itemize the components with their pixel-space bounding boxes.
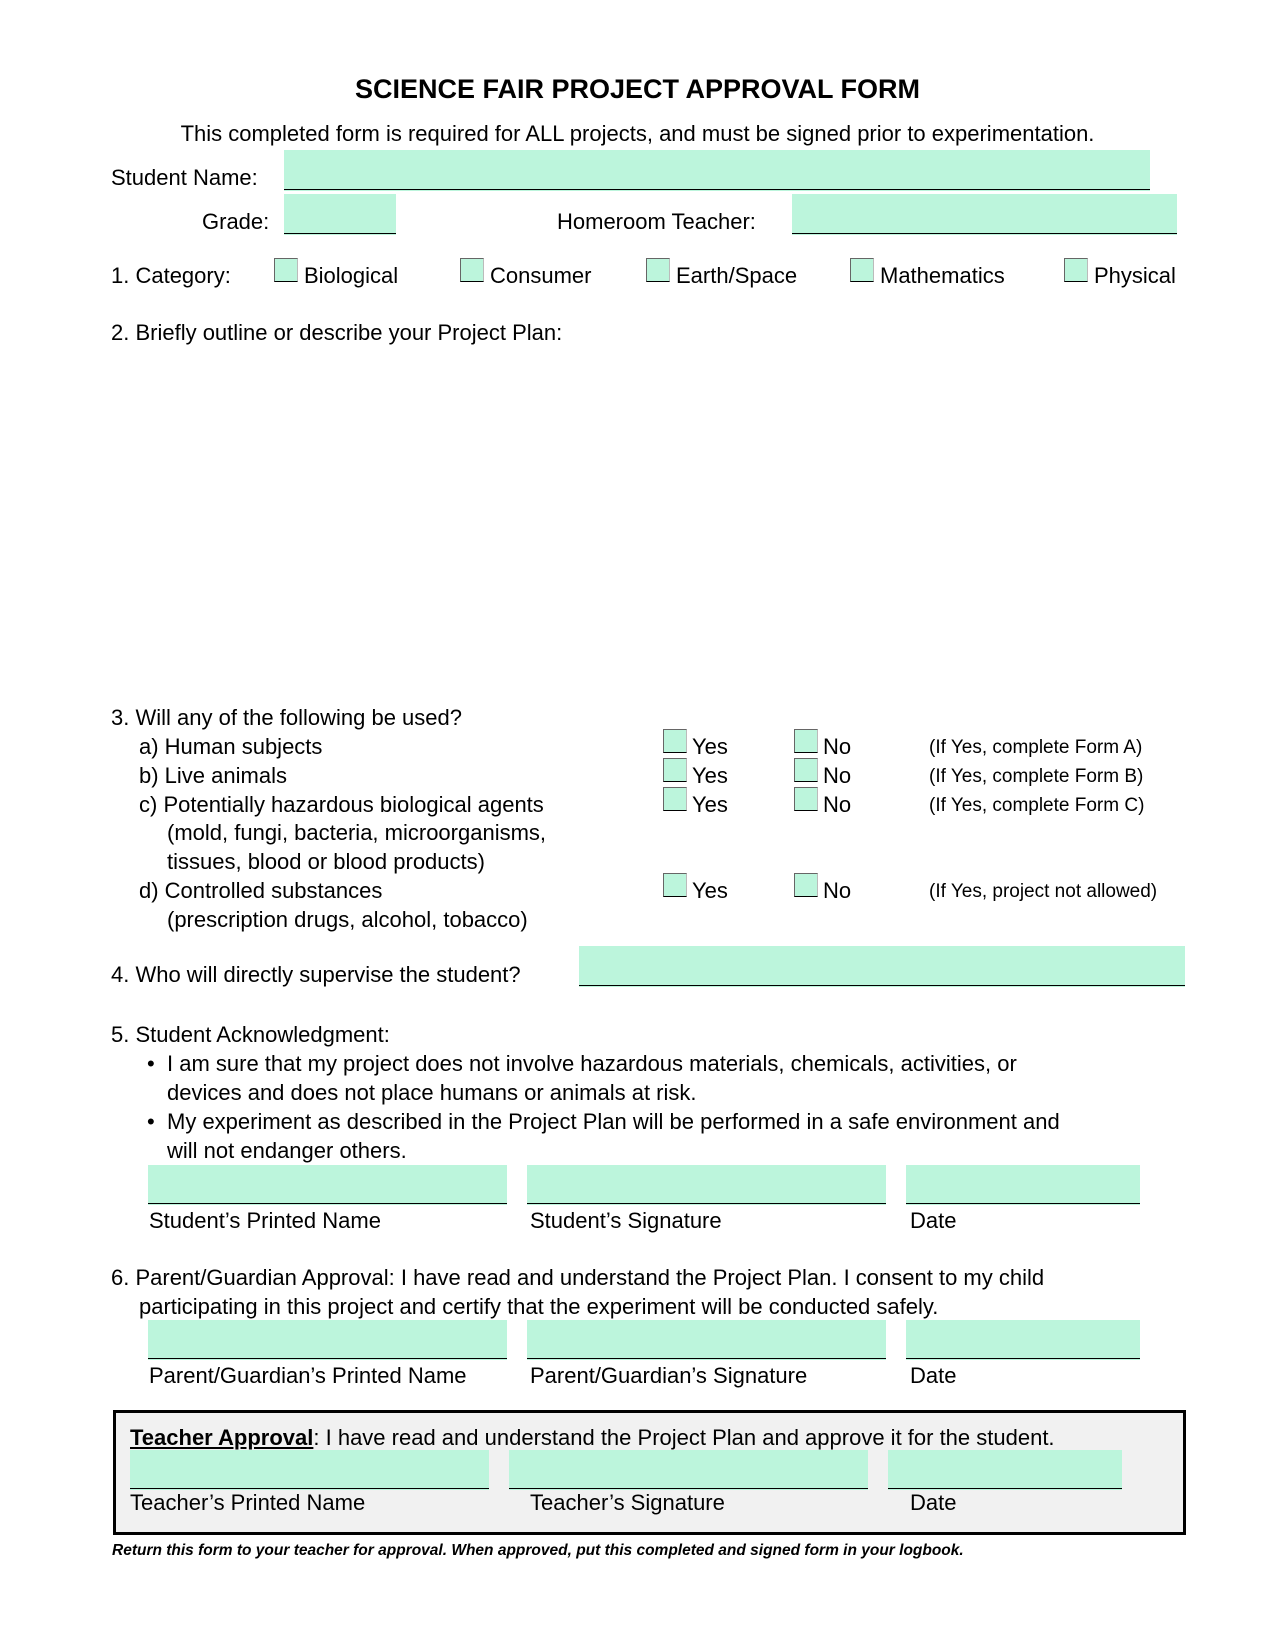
parent-date-underline <box>906 1358 1140 1359</box>
q3d-label: d) Controlled substances <box>139 878 383 903</box>
q5-bullet-text: I am sure that my project does not involve hazardous materials, chemicals, activities, or <box>167 1051 1017 1076</box>
category-physical-label: Physical <box>1094 263 1176 288</box>
homeroom-teacher-underline <box>792 233 1177 234</box>
category-consumer-label: Consumer <box>490 263 592 288</box>
q3c-detail-line: tissues, blood or blood products) <box>167 849 485 874</box>
category-biological-label: Biological <box>304 263 399 288</box>
q6-text-line: 6. Parent/Guardian Approval: I have read and understand the Project Plan. I consent to my child <box>111 1265 1045 1290</box>
q3b-note: (If Yes, complete Form B) <box>929 766 1144 787</box>
teacher-printed-name-underline <box>130 1488 489 1489</box>
student-name-field[interactable] <box>284 150 1150 191</box>
q3c-no-label: No <box>823 792 852 817</box>
parent-signature-field[interactable] <box>527 1320 886 1360</box>
student-name-underline <box>284 189 1150 190</box>
q3a-label: a) Human subjects <box>139 734 323 759</box>
category-earth-space-label: Earth/Space <box>676 263 798 288</box>
student-date-underline <box>906 1203 1140 1204</box>
parent-signature-caption: Parent/Guardian’s Signature <box>530 1363 808 1388</box>
teacher-printed-name-caption: Teacher’s Printed Name <box>130 1490 366 1515</box>
category-consumer-checkbox[interactable] <box>460 258 484 282</box>
q3c-detail-line: (mold, fungi, bacteria, microorganisms, <box>167 820 547 845</box>
category-physical-checkbox[interactable] <box>1064 258 1088 282</box>
project-plan-area[interactable] <box>111 350 1181 690</box>
q3a-yes-label: Yes <box>692 734 728 759</box>
bullet-icon: • <box>147 1109 155 1134</box>
teacher-date-caption: Date <box>910 1490 957 1515</box>
q5-bullet-text: will not endanger others. <box>167 1138 407 1163</box>
q3a-no-checkbox[interactable] <box>794 729 818 753</box>
q3d-note: (If Yes, project not allowed) <box>929 881 1158 902</box>
student-signature-underline <box>527 1203 886 1204</box>
teacher-signature-caption: Teacher’s Signature <box>530 1490 725 1515</box>
student-date-field[interactable] <box>906 1165 1140 1205</box>
teacher-approval-text: : I have read and understand the Project Plan and approve it for the student. <box>313 1425 1055 1450</box>
q3-label: 3. Will any of the following be used? <box>111 705 462 730</box>
form-title: SCIENCE FAIR PROJECT APPROVAL FORM <box>354 74 921 104</box>
q3b-no-checkbox[interactable] <box>794 758 818 782</box>
parent-signature-underline <box>527 1358 886 1359</box>
student-printed-name-underline <box>148 1203 507 1204</box>
category-label: 1. Category: <box>111 263 231 288</box>
q3b-yes-checkbox[interactable] <box>663 758 687 782</box>
q6-text-line: participating in this project and certify that the experiment will be conducted safely. <box>139 1294 939 1319</box>
q3d-yes-label: Yes <box>692 878 728 903</box>
q3b-label: b) Live animals <box>139 763 287 788</box>
student-printed-name-caption: Student’s Printed Name <box>149 1208 381 1233</box>
q3d-no-checkbox[interactable] <box>794 873 818 897</box>
teacher-approval-statement <box>130 1425 1055 1451</box>
grade-underline <box>284 233 396 234</box>
grade-field[interactable] <box>284 194 396 235</box>
q3c-label: c) Potentially hazardous biological agents <box>139 792 544 817</box>
q3c-yes-label: Yes <box>692 792 728 817</box>
q3d-detail-line: (prescription drugs, alcohol, tobacco) <box>167 907 528 932</box>
student-signature-field[interactable] <box>527 1165 886 1205</box>
form-subtitle: This completed form is required for ALL projects, and must be signed prior to experimentation. <box>180 121 1095 146</box>
q3a-no-label: No <box>823 734 852 759</box>
student-printed-name-field[interactable] <box>148 1165 507 1205</box>
q5-label: 5. Student Acknowledgment: <box>111 1022 390 1047</box>
category-earth-space-checkbox[interactable] <box>646 258 670 282</box>
supervisor-underline <box>579 985 1185 986</box>
category-mathematics-checkbox[interactable] <box>850 258 874 282</box>
homeroom-teacher-label: Homeroom Teacher: <box>557 209 756 234</box>
teacher-signature-field[interactable] <box>509 1450 868 1490</box>
student-name-label: Student Name: <box>111 165 258 190</box>
q3a-note: (If Yes, complete Form A) <box>929 737 1143 758</box>
q5-bullet-text: My experiment as described in the Project Plan will be performed in a safe environment and <box>167 1109 1060 1134</box>
category-biological-checkbox[interactable] <box>274 258 298 282</box>
teacher-approval-heading: Teacher Approval <box>130 1425 314 1450</box>
q3c-yes-checkbox[interactable] <box>663 787 687 811</box>
supervisor-field[interactable] <box>579 946 1185 987</box>
student-signature-caption: Student’s Signature <box>530 1208 722 1233</box>
q5-bullet-text: devices and does not place humans or animals at risk. <box>167 1080 697 1105</box>
teacher-date-underline <box>888 1488 1122 1489</box>
q3d-yes-checkbox[interactable] <box>663 873 687 897</box>
teacher-printed-name-field[interactable] <box>130 1450 489 1490</box>
q3c-note: (If Yes, complete Form C) <box>929 795 1145 816</box>
grade-label: Grade: <box>202 209 270 234</box>
q3c-no-checkbox[interactable] <box>794 787 818 811</box>
teacher-date-field[interactable] <box>888 1450 1122 1490</box>
parent-date-field[interactable] <box>906 1320 1140 1360</box>
q3a-yes-checkbox[interactable] <box>663 729 687 753</box>
footer-note: Return this form to your teacher for approval. When approved, put this completed and signed form in your logbook. <box>112 1542 964 1559</box>
parent-date-caption: Date <box>910 1363 957 1388</box>
parent-printed-name-caption: Parent/Guardian’s Printed Name <box>149 1363 467 1388</box>
homeroom-teacher-field[interactable] <box>792 194 1177 235</box>
bullet-icon: • <box>147 1051 155 1076</box>
project-plan-label: 2. Briefly outline or describe your Project Plan: <box>111 320 563 345</box>
q4-label: 4. Who will directly supervise the student? <box>111 962 521 987</box>
q3b-no-label: No <box>823 763 852 788</box>
q3d-no-label: No <box>823 878 852 903</box>
parent-printed-name-underline <box>148 1358 507 1359</box>
category-mathematics-label: Mathematics <box>880 263 1005 288</box>
teacher-signature-underline <box>509 1488 868 1489</box>
parent-printed-name-field[interactable] <box>148 1320 507 1360</box>
student-date-caption: Date <box>910 1208 957 1233</box>
q3b-yes-label: Yes <box>692 763 728 788</box>
